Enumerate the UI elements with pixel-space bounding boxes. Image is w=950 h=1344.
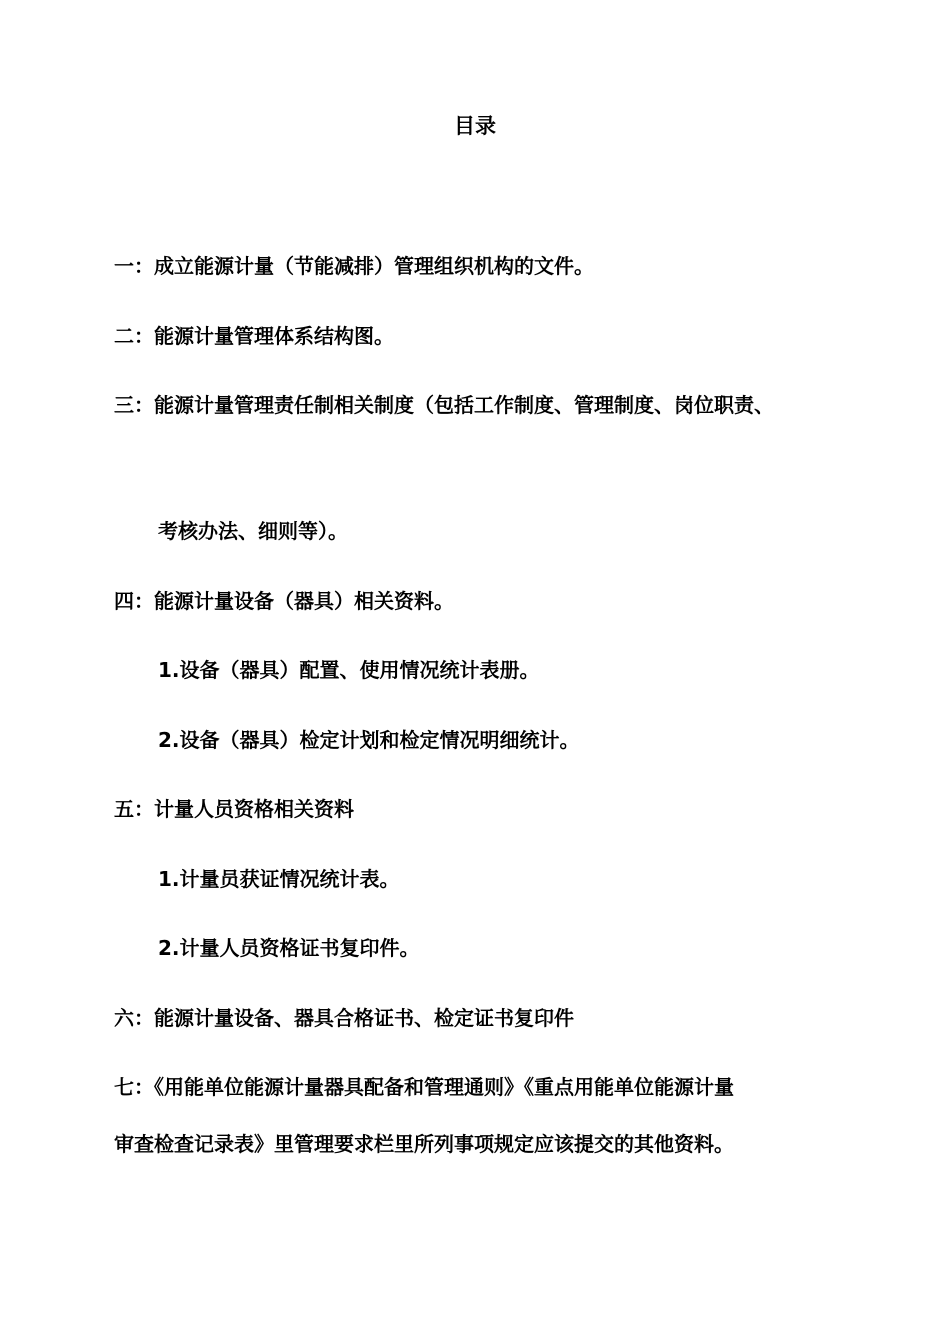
toc-item-2: 二：能源计量管理体系结构图。 xyxy=(114,324,394,348)
toc-subitem-4-1: 1.设备（器具）配置、使用情况统计表册。 xyxy=(158,658,540,682)
toc-subitem-5-1: 1.计量员获证情况统计表。 xyxy=(158,867,400,891)
toc-item-3: 三：能源计量管理责任制相关制度（包括工作制度、管理制度、岗位职责、 xyxy=(114,393,774,417)
toc-item-5: 五：计量人员资格相关资料 xyxy=(114,797,354,821)
document-title: 目录 xyxy=(454,114,496,138)
toc-item-7-continued: 审查检查记录表》里管理要求栏里所列事项规定应该提交的其他资料。 xyxy=(114,1132,734,1156)
toc-subitem-4-2: 2.设备（器具）检定计划和检定情况明细统计。 xyxy=(158,728,580,752)
toc-item-4: 四：能源计量设备（器具）相关资料。 xyxy=(114,589,454,613)
toc-item-7: 七：《用能单位能源计量器具配备和管理通则》《重点用能单位能源计量 xyxy=(114,1075,734,1099)
toc-item-6: 六：能源计量设备、器具合格证书、检定证书复印件 xyxy=(114,1006,574,1030)
toc-subitem-5-2: 2.计量人员资格证书复印件。 xyxy=(158,936,420,960)
toc-item-3-continued: 考核办法、细则等）。 xyxy=(158,519,348,543)
toc-item-1: 一：成立能源计量（节能减排）管理组织机构的文件。 xyxy=(114,254,594,278)
